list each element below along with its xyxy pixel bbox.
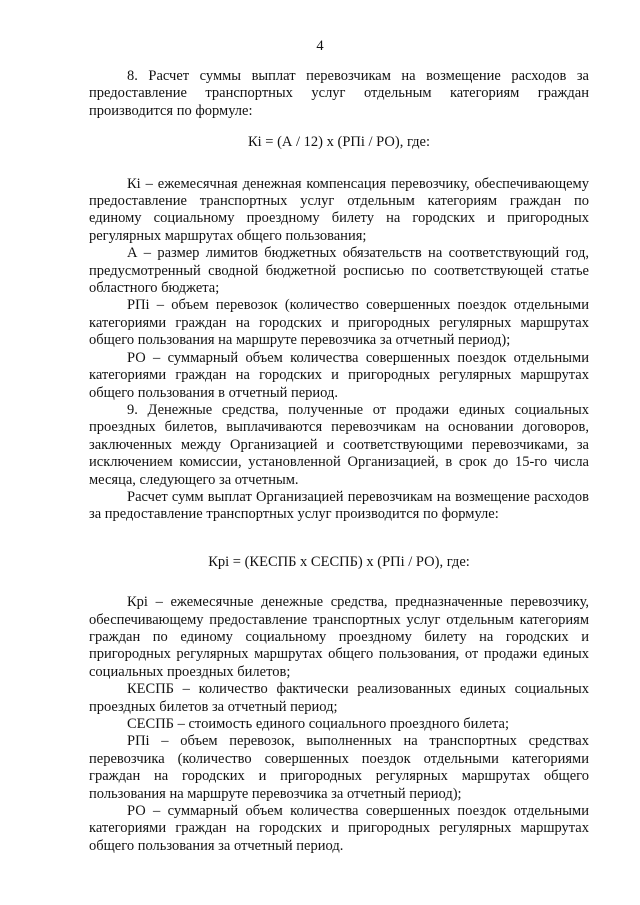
paragraph-item-8: 8. Расчет суммы выплат перевозчикам на возмещение расходов за предоставление транспортных услуг отдельным категориям граждан производится по формуле:: [89, 68, 589, 119]
definition-kri: Крi – ежемесячные денежные средства, предназначенные перевозчику, обеспечивающему предоставление транспортных услуг отдельным категориям граждан по единому социальному проездному билету на городских и пригородных регулярных маршрутах общего пользования, от продажи единых социальных проездных билетов;: [89, 594, 589, 680]
formula-kri: Крi = (КЕСПБ х СЕСПБ) х (РПi / РО), где:: [208, 553, 470, 570]
paragraph-item-9: 9. Денежные средства, полученные от продажи единых социальных проездных билетов, выплачиваются перевозчикам на основании договоров, заключенных между Организацией и соответствующими перевозчиками, за исключением комиссии, установленной Организацией, в срок до 15-го числа месяца, следующего за отчетным.: [89, 401, 589, 488]
page-number: 4: [316, 38, 324, 54]
definition-ro: РО – суммарный объем количества совершенных поездок отдельными категориями граждан на городских и пригородных регулярных маршрутах общего пользования в отчетный период.: [89, 349, 589, 401]
definition-ro-2: РО – суммарный объем количества совершенных поездок отдельными категориями граждан на городских и пригородных регулярных маршрутах общего пользования за отчетный период.: [89, 803, 589, 854]
definition-rpi-2: РПi – объем перевозок, выполненных на транспортных средствах перевозчика (количество совершенных поездок отдельными категориями граждан на городских и пригородных регулярных маршрутах общего пользования на маршруте перевозчика за отчетный период);: [89, 733, 589, 802]
definition-kespb: КЕСПБ – количество фактически реализованных единых социальных проездных билетов за отчетный период;: [89, 681, 589, 715]
definition-a: А – размер лимитов бюджетных обязательств на соответствующий год, предусмотренный сводной бюджетной росписью по соответствующей статье областного бюджета;: [89, 245, 589, 297]
paragraph-calculation-intro: Расчет сумм выплат Организацией перевозчикам на возмещение расходов за предоставление транспортных услуг производится по формуле:: [89, 488, 589, 523]
document-body: [89, 68, 589, 855]
definition-sespb: СЕСПБ – стоимость единого социального проездного билета;: [127, 716, 509, 732]
definition-rpi: РПi – объем перевозок (количество совершенных поездок отдельными категориями граждан на городских и пригородных регулярных маршрутах общего пользования на маршруте перевозчика за отчетный период);: [89, 297, 589, 349]
formula-ki: Кi = (А / 12) х (РПi / РО), где:: [247, 134, 431, 151]
definition-ki: Кi – ежемесячная денежная компенсация перевозчику, обеспечивающему предоставление транспортных услуг отдельным категориям граждан по единому социальному проездному билету на городских и пригородных регулярных маршрутах общего пользования;: [89, 175, 589, 244]
